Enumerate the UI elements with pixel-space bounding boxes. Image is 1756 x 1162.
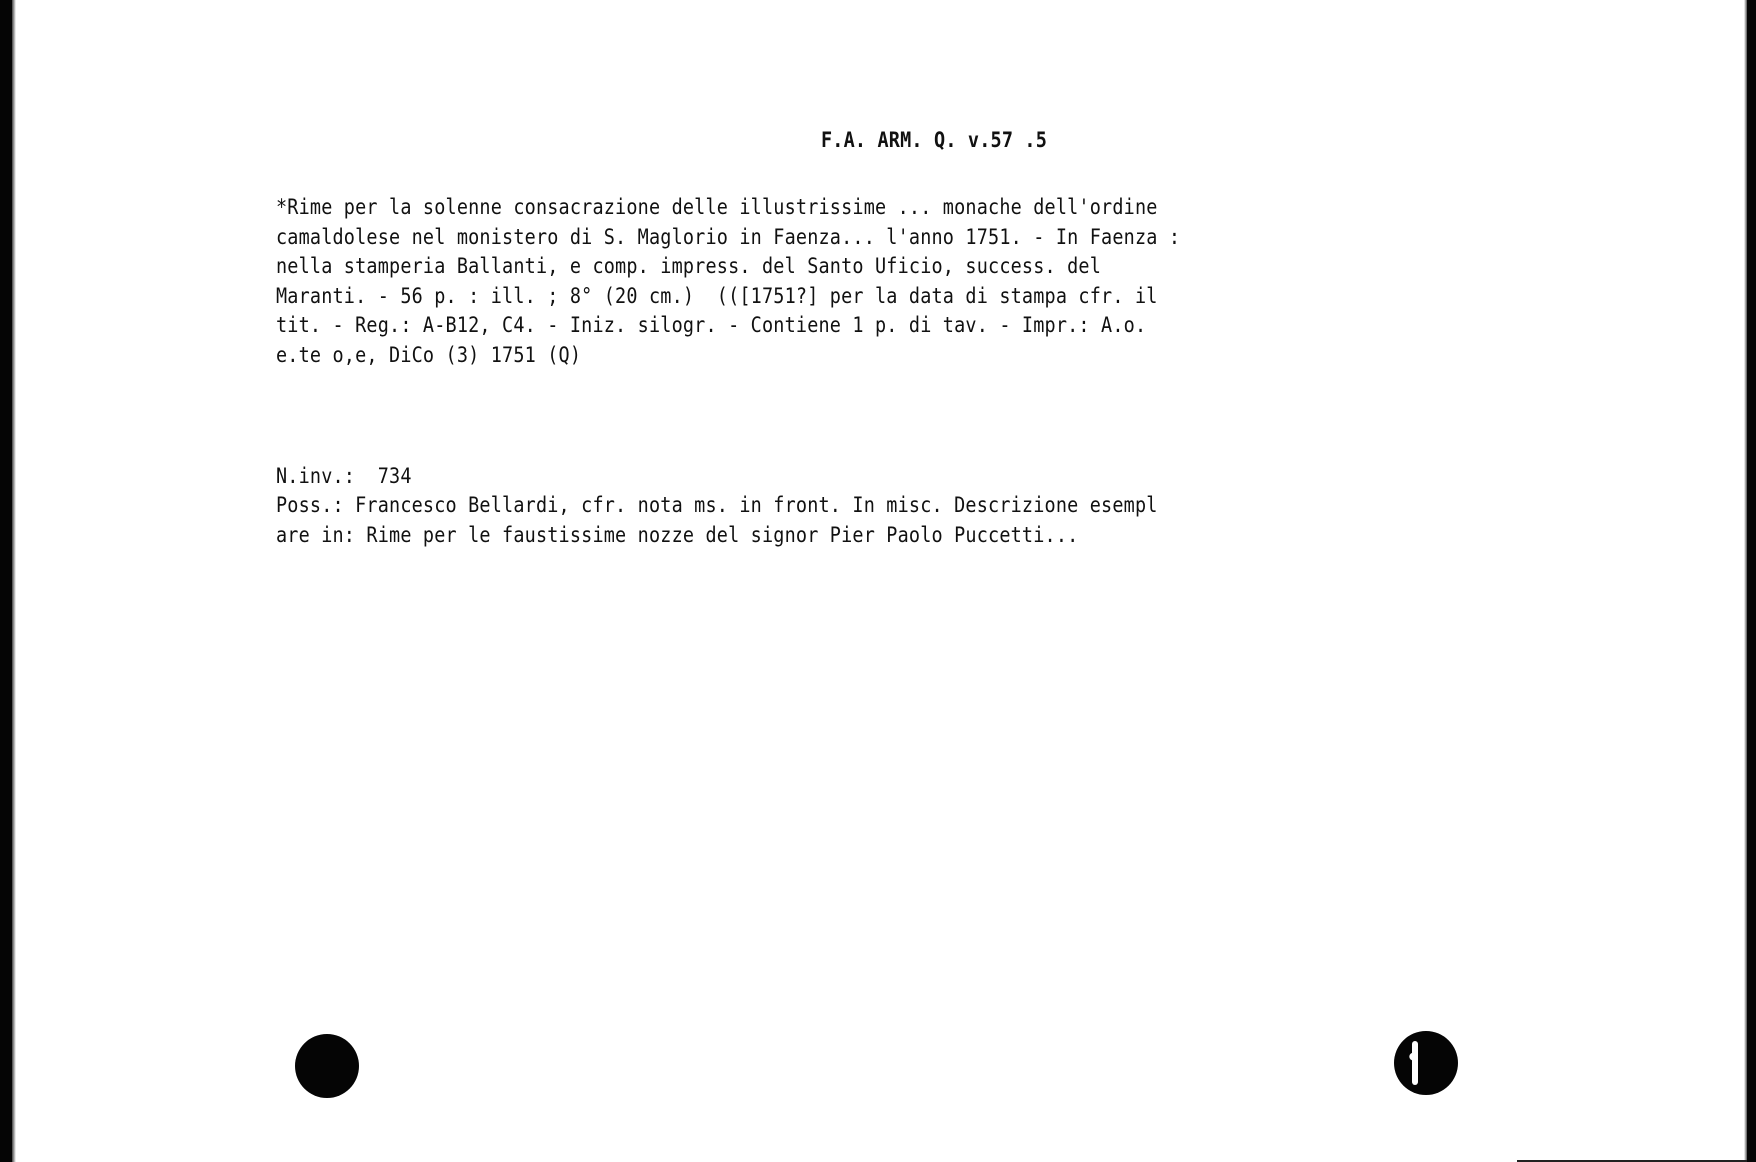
provenance-note: [276, 491, 1158, 550]
card-right-edge: [1747, 0, 1756, 1162]
provenance-line: are in: Rime per le faustissime nozze del signor Pier Paolo Puccetti...: [276, 522, 1079, 547]
card-left-edge: [0, 0, 12, 1162]
call-number: F.A. ARM. Q. v.57 .5: [821, 128, 1048, 152]
inventory-number: N.inv.: 734: [276, 464, 412, 488]
description-line: e.te o,e, DiCo (3) 1751 (Q): [276, 342, 582, 367]
provenance-line: Poss.: Francesco Bellardi, cfr. nota ms. in front. In misc. Descrizione esempl: [276, 493, 1158, 517]
punch-hole-right: [1394, 1031, 1458, 1095]
card-right-edge-shadow: [1744, 0, 1747, 1162]
bibliographic-description: [276, 193, 1180, 370]
description-line: tit. - Reg.: A-B12, C4. - Iniz. silogr. - Contiene 1 p. di tav. - Impr.: A.o.: [276, 313, 1147, 337]
card-left-edge-shadow: [12, 0, 16, 1162]
description-line: camaldolese nel monistero di S. Maglorio in Faenza... l'anno 1751. - In Faenza :: [276, 224, 1181, 249]
description-line: Maranti. - 56 p. : ill. ; 8° (20 cm.) (([1751?] per la data di stampa cfr. il: [276, 283, 1158, 308]
description-line: *Rime per la solenne consacrazione delle illustrissime ... monache dell'ordine: [276, 195, 1158, 219]
description-line: nella stamperia Ballanti, e comp. impress. del Santo Uficio, success. del: [276, 254, 1102, 278]
punch-hole-left: [295, 1034, 359, 1098]
